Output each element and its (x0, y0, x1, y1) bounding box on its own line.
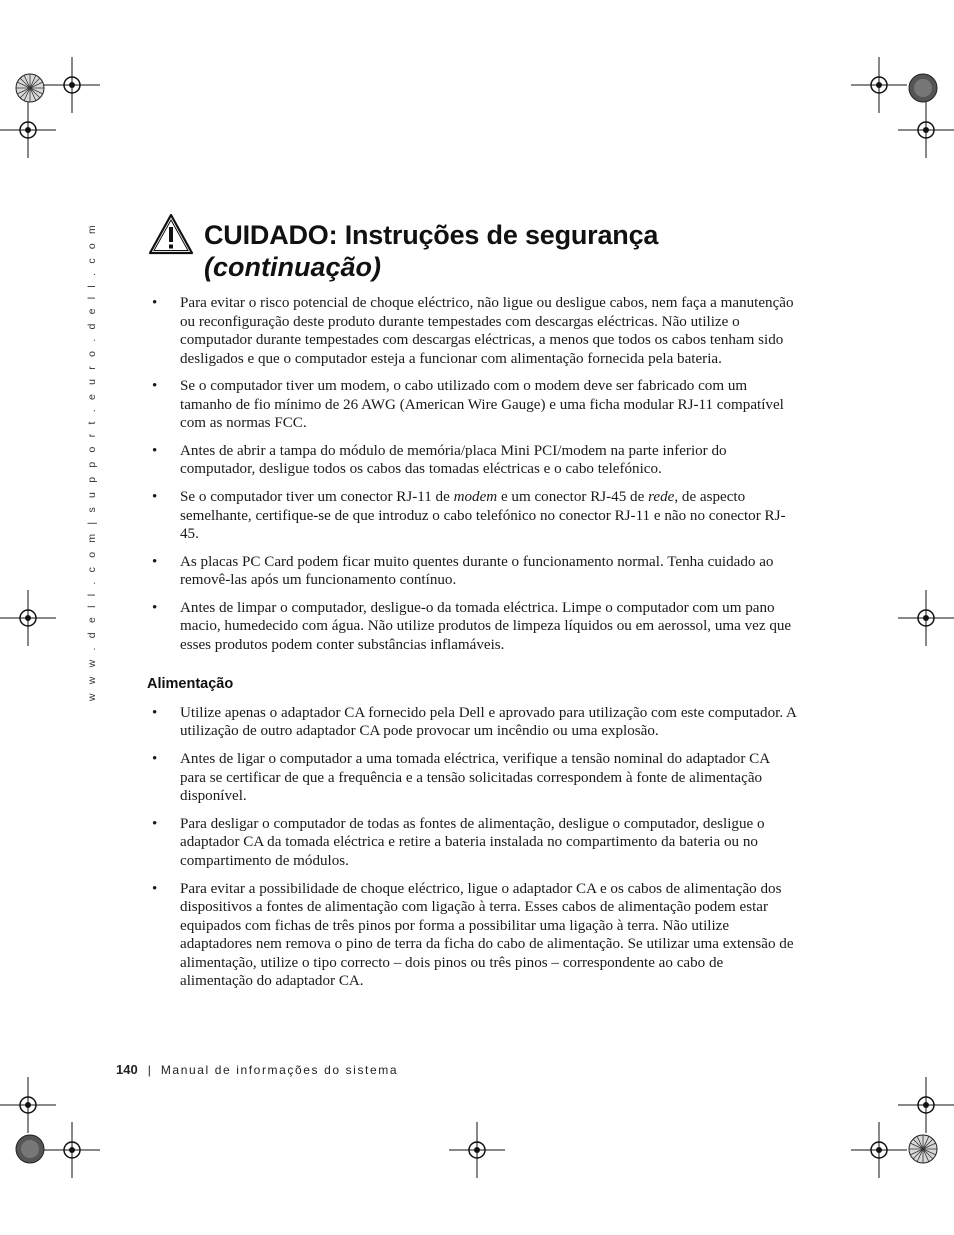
rj-text-2: e um conector RJ-45 de (497, 489, 649, 506)
registration-mark (898, 1077, 954, 1133)
bullet-icon: • (152, 880, 158, 897)
page-title-continuation: (continuação) (204, 252, 382, 282)
side-url-text: w w w . d e l l . c o m | s u p p o r t . e u r o . d e l l . c o m (86, 222, 98, 702)
registration-mark (0, 590, 56, 646)
list-item (148, 442, 798, 479)
list-item (148, 880, 798, 991)
bullet-icon: • (152, 442, 158, 459)
bullet-icon: • (152, 378, 158, 395)
registration-mark (898, 102, 954, 158)
list-item-text: Utilize apenas o adaptador CA fornecido pela Dell e aprovado para utilização com este computador. A utilização de outro adaptador CA pode provocar um incêndio ou uma explosão. (180, 704, 797, 740)
star-target-mark (15, 1134, 45, 1164)
list-item-text: Para evitar a possibilidade de choque eléctrico, ligue o adaptador CA e os cabos de alimentação dos dispositivos a fontes de alimentação com ligação à terra. Esses cabos de alimentação podem estar equipados com fichas de três pinos por forma a possibilitar uma ligação à terra. Não utilize adaptadores nem remova o pino de terra da ficha do cabo de alimentação. Se utilizar uma extensão de alimentação, utilize o tipo correcto – dois pinos ou três pinos – correspondente ao cabo de alimentação do adaptador CA. (180, 880, 794, 989)
footer-title: Manual de informações do sistema (160, 1063, 399, 1077)
list-item-text: Para desligar o computador de todas as fontes de alimentação, desligue o computador, desligue o adaptador CA da tomada eléctrica e retire a bateria instalada no compartimento da bateria ou no compartimento de módulos. (180, 815, 765, 869)
star-target-mark (15, 73, 45, 103)
page-content (148, 294, 798, 1000)
list-item (148, 750, 798, 806)
rj-rede: rede (648, 489, 675, 506)
title-rest: Instruções de segurança (337, 220, 659, 250)
list-item-text: Antes de limpar o computador, desligue-o da tomada eléctrica. Limpe o computador com um pano macio, humedecido com água. Não utilize produtos de limpeza líquidos ou em aerossol, uma vez que esses produtos podem conter substâncias inflamáveis. (180, 599, 792, 653)
section-heading: Alimentação (147, 676, 234, 693)
registration-mark (0, 102, 56, 158)
bullet-icon: • (152, 553, 158, 570)
list-item-text (180, 489, 785, 542)
rj-text-1: Se o computador tiver um conector RJ-11 de (180, 489, 454, 506)
side-url (84, 222, 104, 702)
star-target-mark (908, 73, 938, 103)
registration-mark (44, 1122, 100, 1178)
list-item (148, 553, 798, 590)
power-list (148, 704, 798, 991)
list-item-text: Se o computador tiver um modem, o cabo utilizado com o modem deve ser fabricado com um tamanho de fio mínimo de 26 AWG (American Wire Gauge) e uma ficha modular RJ-11 compatível com as normas FCC. (180, 378, 784, 432)
list-item-text: As placas PC Card podem ficar muito quentes durante o funcionamento normal. Tenha cuidado ao removê-las após um funcionamento contínuo. (180, 553, 774, 589)
list-item (148, 294, 798, 368)
list-item (148, 488, 798, 544)
safety-list (148, 294, 798, 654)
bullet-icon: • (152, 815, 158, 832)
list-item (148, 599, 798, 655)
registration-mark (449, 1122, 505, 1178)
title-caution: CUIDADO: (204, 220, 338, 250)
footer-separator: | (147, 1063, 151, 1077)
list-item (148, 704, 798, 741)
registration-mark (898, 590, 954, 646)
bullet-icon: • (152, 751, 158, 768)
list-item-text: Para evitar o risco potencial de choque eléctrico, não ligue ou desligue cabos, nem faça a manutenção ou reconfiguração deste produto durante tempestades com descargas eléctricas. Não utilize o computador durante tempestades com descargas eléctricas, a menos que todos os cabos tenham sido desligados e que o computador esteja a funcionar com alimentação fornecida pela bateria. (180, 295, 794, 367)
page-header (148, 210, 828, 290)
list-item-text: Antes de abrir a tampa do módulo de memória/placa Mini PCI/modem na parte inferior do computador, desligue todos os cabos das tomadas eléctricas e o cabo telefónico. (180, 442, 727, 478)
list-item-text: Antes de ligar o computador a uma tomada eléctrica, verifique a tensão nominal do adaptador CA para se certificar de que a frequência e a tensão solicitadas correspondem à fonte de alimentação disponível. (180, 751, 770, 805)
bullet-icon: • (152, 489, 158, 506)
page-footer (116, 1062, 398, 1077)
bullet-icon: • (152, 704, 158, 721)
rj-modem: modem (453, 489, 498, 506)
list-item (148, 815, 798, 871)
warning-triangle-icon (148, 212, 194, 256)
page-title (204, 220, 658, 251)
rj-text-3: , de aspecto semelhante, certifique-se de que introduz o cabo telefónico no conector RJ-11 e não no conector RJ-45. (180, 489, 786, 543)
bullet-icon: • (152, 295, 158, 311)
star-target-mark (908, 1134, 938, 1164)
page-number: 140 (116, 1062, 138, 1077)
list-item (148, 377, 798, 433)
bullet-icon: • (152, 599, 158, 616)
